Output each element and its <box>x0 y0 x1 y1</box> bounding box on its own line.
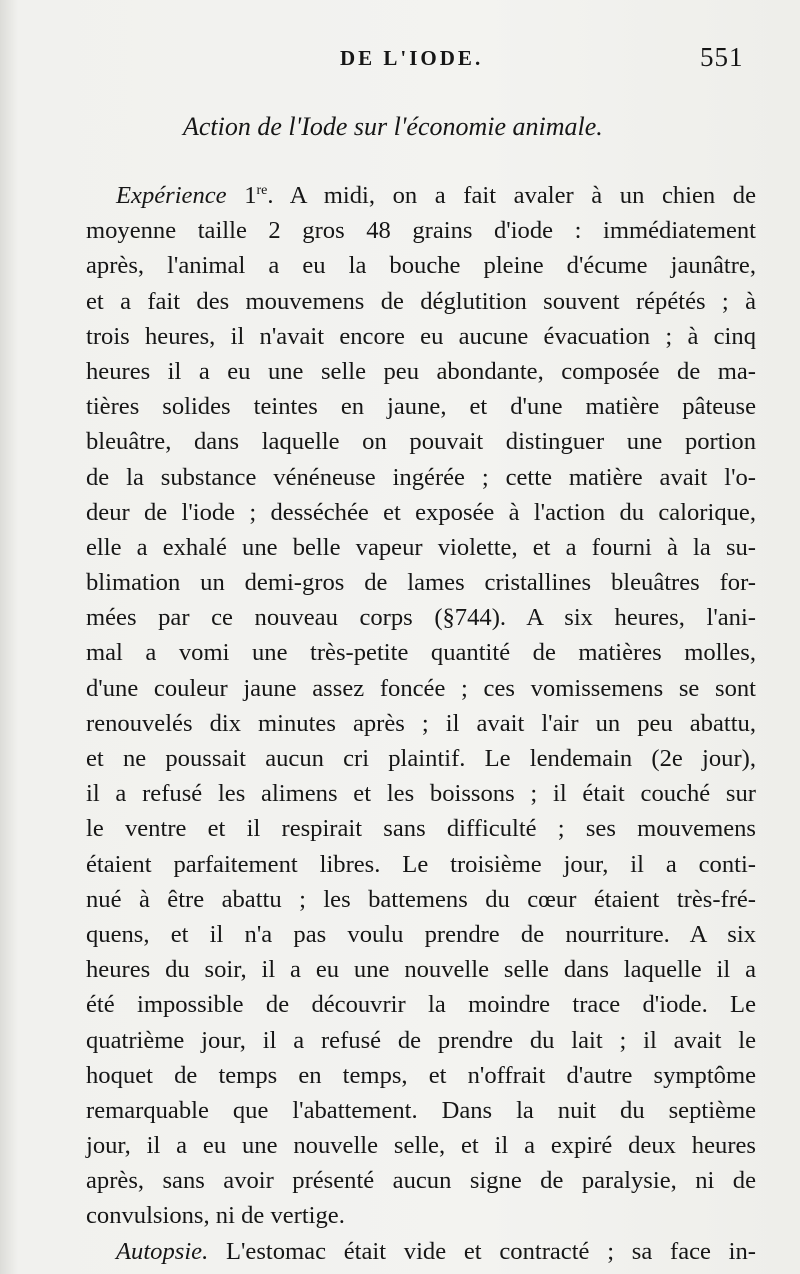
text-line: le ventre et il respirait sans difficulté ; ses mouvemens <box>86 815 756 843</box>
autopsie-text: L'estomac était vide et contracté ; sa face in- <box>225 1237 756 1265</box>
text-line: quens, et il n'a pas voulu prendre de nourriture. A six <box>86 920 756 948</box>
text-line: tières solides teintes en jaune, et d'une matière pâteuse <box>86 393 756 421</box>
text-line: mal a vomi une très-petite quantité de matières molles, <box>86 639 756 667</box>
text-line: étaient parfaitement libres. Le troisième jour, il a conti- <box>86 850 756 878</box>
text-line: hoquet de temps en temps, et n'offrait d'autre symptôme <box>86 1061 756 1089</box>
text-line: nué à être abattu ; les battemens du cœur étaient très-fré- <box>86 885 756 913</box>
text-line: moyenne taille 2 gros 48 grains d'iode : immédiatement <box>86 217 756 245</box>
text-line: quatrième jour, il a refusé de prendre du lait ; il avait le <box>86 1026 756 1054</box>
text-line <box>86 1234 756 1269</box>
text-line: été impossible de découvrir la moindre trace d'iode. Le <box>86 991 756 1019</box>
experience-ordinal-sup: re <box>256 182 268 198</box>
text-line: trois heures, il n'avait encore eu aucune évacuation ; à cinq <box>86 322 756 350</box>
text-line: après, sans avoir présenté aucun signe de paralysie, ni de <box>86 1167 756 1195</box>
text-line: il a refusé les alimens et les boissons ; il était couché sur <box>86 780 756 808</box>
text-line: de la substance vénéneuse ingérée ; cette matière avait l'o- <box>86 463 756 491</box>
text-line: renouvelés dix minutes après ; il avait l'air un peu abattu, <box>86 709 756 737</box>
text-line: mées par ce nouveau corps (§744). A six heures, l'ani- <box>86 604 756 632</box>
body-text <box>86 178 756 1269</box>
text-line: heures du soir, il a eu une nouvelle selle dans laquelle il a <box>86 956 756 984</box>
running-title: DE L'IODE. <box>340 46 484 70</box>
text-line: bleuâtre, dans laquelle on pouvait distinguer une portion <box>86 428 756 456</box>
page-header <box>0 42 800 78</box>
page-number: 551 <box>700 42 744 72</box>
text-line: et a fait des mouvemens de déglutition souvent répétés ; à <box>86 287 756 315</box>
text-line: d'une couleur jaune assez foncée ; ces vomissemens se sont <box>86 674 756 702</box>
text-line: blimation un demi-gros de lames cristallines bleuâtres for- <box>86 569 756 597</box>
autopsie-label: Autopsie. <box>116 1237 209 1265</box>
experience-ordinal: 1 <box>244 182 257 209</box>
text-line: et ne poussait aucun cri plaintif. Le lendemain (2e jour), <box>86 745 756 772</box>
experience-label: Expérience <box>116 182 227 209</box>
text-line: deur de l'iode ; desséchée et exposée à l'action du calorique, <box>86 498 756 526</box>
text-line: heures il a eu une selle peu abondante, composée de ma- <box>86 357 756 385</box>
text-line: convulsions, ni de vertige. <box>86 1202 345 1230</box>
text-line: Expérience 1re. A midi, on a fait avaler à un chien de <box>116 182 757 209</box>
text-line: après, l'animal a eu la bouche pleine d'écume jaunâtre, <box>86 252 756 280</box>
text-line: remarquable que l'abattement. Dans la nuit du septième <box>86 1096 756 1124</box>
text-line: jour, il a eu une nouvelle selle, et il a expiré deux heures <box>86 1132 756 1160</box>
text-line: elle a exhalé une belle vapeur violette, et a fourni à la su- <box>86 533 756 561</box>
section-title: Action de l'Iode sur l'économie animale. <box>183 112 603 141</box>
